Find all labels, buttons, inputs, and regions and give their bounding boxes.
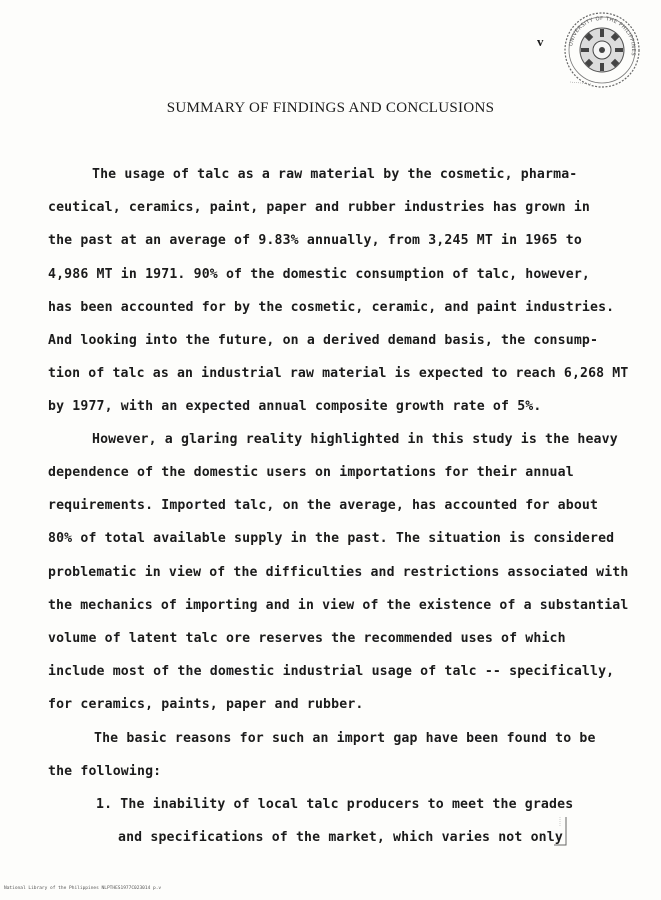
body-line: by 1977, with an expected annual composite growth rate of 5%. bbox=[48, 399, 542, 414]
body-line: However, a glaring reality highlighted in this study is the heavy bbox=[92, 432, 618, 447]
body-line: 4,986 MT in 1971. 90% of the domestic consumption of talc, however, bbox=[48, 267, 590, 282]
body-line: the following: bbox=[48, 764, 162, 779]
body-line: requirements. Imported talc, on the average, has accounted for about bbox=[48, 498, 599, 513]
list-item-line: 1. The inability of local talc producers to meet the grades bbox=[96, 797, 574, 812]
body-line: volume of latent talc ore reserves the recommended uses of which bbox=[48, 631, 566, 646]
body-line: tion of talc as an industrial raw material is expected to reach 6,268 MT bbox=[48, 366, 629, 381]
body-line: 80% of total available supply in the past. The situation is considered bbox=[48, 531, 615, 546]
seal-lettering: UNIVERSITY OF THE PHILIPPINES bbox=[568, 15, 637, 57]
body-line: the mechanics of importing and in view of the existence of a substantial bbox=[48, 598, 629, 613]
body-line: And looking into the future, on a derived demand basis, the consump- bbox=[48, 333, 599, 348]
document-title: SUMMARY OF FINDINGS AND CONCLUSIONS bbox=[166, 100, 495, 116]
body-line: The basic reasons for such an import gap have been found to be bbox=[94, 731, 596, 746]
body-line: include most of the domestic industrial usage of talc -- specifically, bbox=[48, 664, 615, 679]
body-line: dependence of the domestic users on importations for their annual bbox=[48, 465, 574, 480]
scan-corner-mark-icon bbox=[552, 815, 570, 853]
body-line: the past at an average of 9.83% annually, from 3,245 MT in 1965 to bbox=[48, 233, 582, 248]
university-seal-icon bbox=[562, 10, 642, 90]
body-line: has been accounted for by the cosmetic, ceramic, and paint industries. bbox=[48, 300, 615, 315]
archive-footer: National Library of the Philippines NLPTHES1977C023014 p.v bbox=[4, 886, 162, 891]
body-line: problematic in view of the difficulties and restrictions associated with bbox=[48, 565, 629, 580]
page-number: v bbox=[537, 34, 544, 49]
body-line: for ceramics, paints, paper and rubber. bbox=[48, 697, 364, 712]
body-line: The usage of talc as a raw material by the cosmetic, pharma- bbox=[92, 167, 578, 182]
body-line: ceutical, ceramics, paint, paper and rubber industries has grown in bbox=[48, 200, 590, 215]
list-item-line: and specifications of the market, which varies not only bbox=[118, 830, 563, 845]
